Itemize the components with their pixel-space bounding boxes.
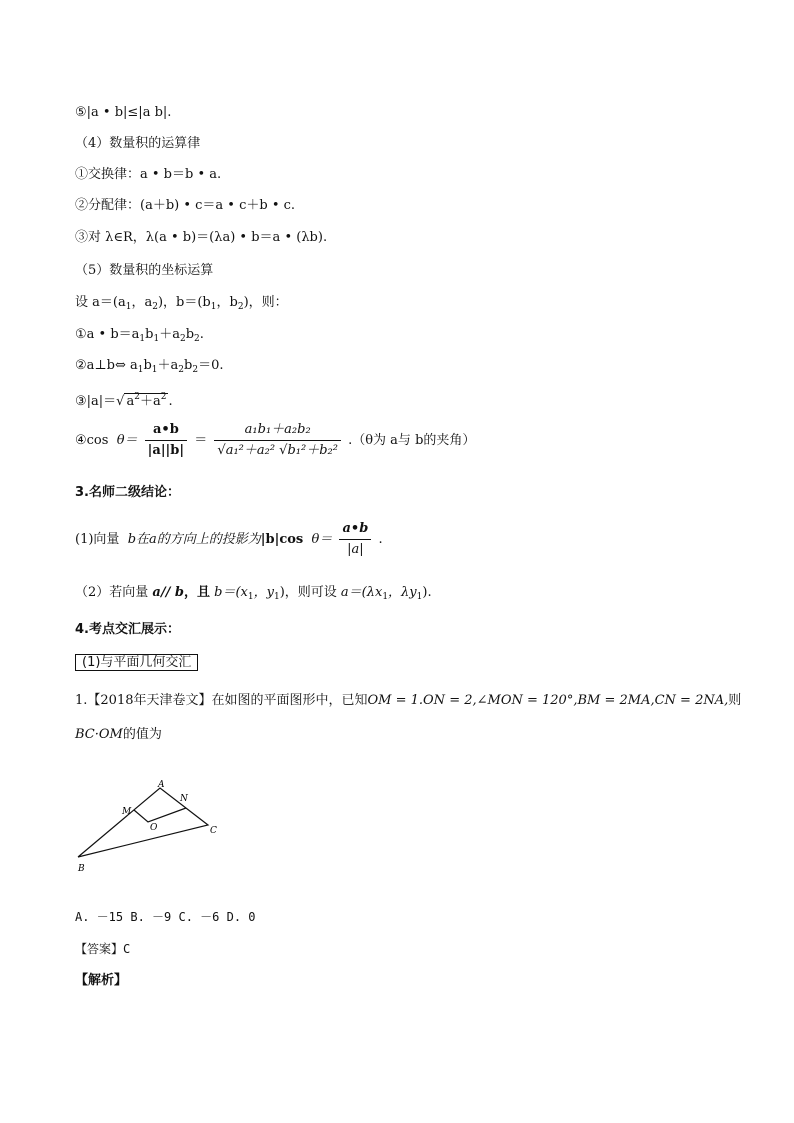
law-scalar: ③对 λ∈R，λ(a • b)＝(λa) • b＝a • (λb). [75,230,328,245]
cos-coordinate-fraction: $\frac{\text{a₁b₁＋a₂b₂}}{\text{√a₁²＋a₂² √b₁²＋b₂²}}$ [214,421,341,460]
law-commutative: ①交换律：a • b＝b • a. [75,167,222,182]
coord-cos: ④cos θ＝ $\frac{a•b}{|a||b|}$ ＝ $\frac{\text{a₁b₁＋a₂b₂}}{\text{√a₁²＋a₂² √b₁²＋b₂²}}$ .（θ为 a与 b的夹角） [75,422,476,458]
property-5: ⑤|a • b|≤|a b|. [75,105,172,120]
analysis-heading: 【解析】 [75,973,128,988]
label-A: A [158,780,165,790]
segments-om-on [134,808,186,822]
question-1-line1: 1.【2018年天津卷文】在如图的平面图形中，已知OM = 1.ON = 2,∠MON = 120°,BM = 2MA,CN = 2NA,则 [75,693,742,708]
coord-setup: 设 $a=(a_1$，$a_2$)，$b=(b_1$，$b_2$)，则： [75,295,288,312]
coord-perp: ②a⊥b⇔ $a_1b_1+a_2b_2=0$. [75,358,224,375]
triangle-figure [60,770,240,880]
parallel-conclusion: （2）若向量 a// b，且 $b=(x_1$，$y_1$)，则可设 $a=(\lambda x_1$，$\lambda y_1$). [75,585,432,602]
triangle-outline [78,788,208,857]
cos-fraction: $\frac{a•b}{|a||b|}$ [145,421,187,460]
label-O: O [150,823,158,833]
heading-5: （5）数量积的坐标运算 [75,263,214,278]
law-distributive: ②分配律：(a＋b) • c＝a • c＋b • c. [75,198,296,213]
coord-dot: ①a • $b=a_1b_1+a_2b_2$. [75,327,204,344]
answer-line: 【答案】C [75,942,131,956]
label-B: B [78,864,85,874]
label-C: C [210,826,217,836]
projection-conclusion: (1)向量 b在a的方向上的投影为|b|cos θ＝ $\frac{a•b}{|a|}$ . [75,521,383,557]
label-N: N [180,794,188,804]
projection-fraction: $\frac{a•b}{|a|}$ [339,520,371,559]
heading-3: 3.名师二级结论： [75,485,180,500]
question-1-line2: BC·OM的值为 [75,727,162,742]
heading-4: （4）数量积的运算律 [75,136,201,151]
coord-norm: ③|a|＝√ $a^2+a^2$ . [75,392,173,409]
heading-4b: 4.考点交汇展示： [75,622,180,637]
section-box: (1)与平面几何交汇 [75,654,198,672]
answer-options: A. －15 B. －9 C. －6 D. 0 [75,910,256,924]
label-M: M [122,807,132,817]
